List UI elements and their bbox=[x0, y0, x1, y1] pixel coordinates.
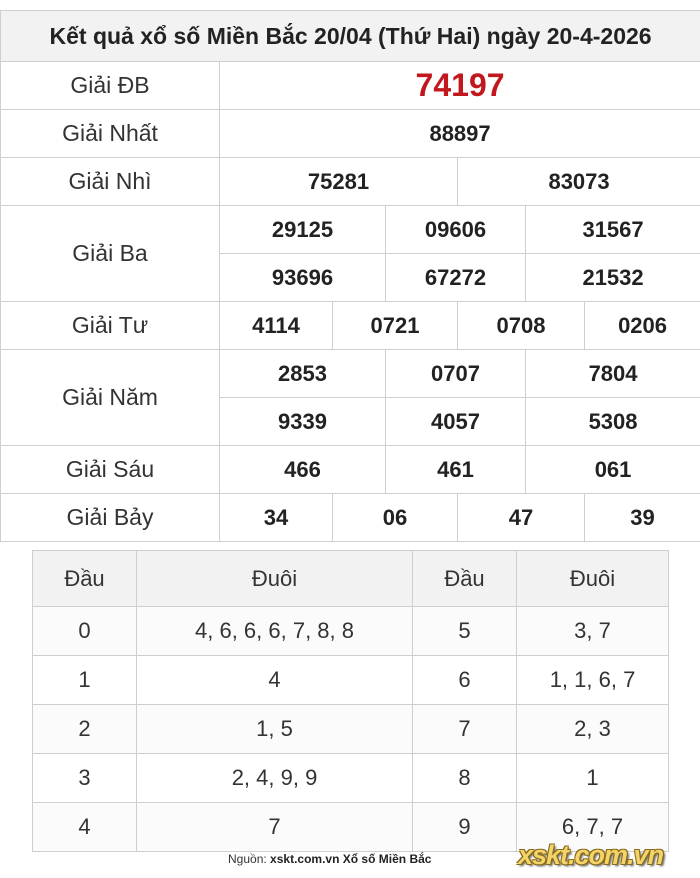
loto-dau: 7 bbox=[413, 705, 517, 754]
prize-value: 7804 bbox=[526, 350, 700, 398]
prize-value: 0707 bbox=[386, 350, 526, 398]
loto-duoi: 4, 6, 6, 6, 7, 8, 8 bbox=[137, 607, 413, 656]
loto-dau: 2 bbox=[33, 705, 137, 754]
prize-value: 83073 bbox=[458, 158, 700, 206]
prize-value: 2853 bbox=[220, 350, 386, 398]
prize-value: 4114 bbox=[220, 302, 333, 350]
loto-dau: 4 bbox=[33, 803, 137, 852]
prize-value: 34 bbox=[220, 494, 333, 542]
prize-value: 466 bbox=[220, 446, 386, 494]
prize-row-nhat bbox=[1, 110, 700, 158]
prize-value-db: 74197 bbox=[220, 62, 700, 110]
prize-value: 0708 bbox=[458, 302, 585, 350]
loto-duoi: 3, 7 bbox=[517, 607, 669, 656]
source-site-link[interactable]: xskt.com.vn bbox=[270, 852, 340, 866]
prize-value: 21532 bbox=[526, 254, 700, 302]
prize-value: 4057 bbox=[386, 398, 526, 446]
loto-duoi: 1, 5 bbox=[137, 705, 413, 754]
prize-row-nam bbox=[1, 350, 700, 398]
loto-duoi: 6, 7, 7 bbox=[517, 803, 669, 852]
prize-value: 0206 bbox=[585, 302, 700, 350]
prize-value: 47 bbox=[458, 494, 585, 542]
prize-label: Giải Năm bbox=[1, 350, 220, 446]
prize-value: 67272 bbox=[386, 254, 526, 302]
table-row bbox=[33, 607, 669, 656]
prize-value: 06 bbox=[333, 494, 458, 542]
loto-header-dau: Đầu bbox=[33, 551, 137, 607]
prize-value: 39 bbox=[585, 494, 700, 542]
table-row bbox=[33, 754, 669, 803]
prize-value: 461 bbox=[386, 446, 526, 494]
loto-header-duoi: Đuôi bbox=[137, 551, 413, 607]
prize-row-bay bbox=[1, 494, 700, 542]
prize-value: 31567 bbox=[526, 206, 700, 254]
results-table bbox=[0, 10, 700, 542]
table-row bbox=[33, 656, 669, 705]
table-row bbox=[33, 705, 669, 754]
prize-label: Giải Nhất bbox=[1, 110, 220, 158]
loto-duoi: 4 bbox=[137, 656, 413, 705]
loto-header-dau: Đầu bbox=[413, 551, 517, 607]
loto-duoi: 1 bbox=[517, 754, 669, 803]
site-logo: xskt.com.vn bbox=[518, 840, 664, 870]
loto-dau: 1 bbox=[33, 656, 137, 705]
source-prefix: Nguồn: bbox=[228, 852, 267, 866]
loto-duoi: 1, 1, 6, 7 bbox=[517, 656, 669, 705]
prize-label: Giải Nhì bbox=[1, 158, 220, 206]
prize-value: 88897 bbox=[220, 110, 700, 158]
prize-row-ba bbox=[1, 206, 700, 254]
loto-dau: 9 bbox=[413, 803, 517, 852]
prize-label: Giải Sáu bbox=[1, 446, 220, 494]
prize-label: Giải Ba bbox=[1, 206, 220, 302]
loto-duoi: 7 bbox=[137, 803, 413, 852]
page-title: Kết quả xổ số Miền Bắc 20/04 (Thứ Hai) ngày 20-4-2026 bbox=[1, 11, 700, 62]
prize-value: 061 bbox=[526, 446, 700, 494]
loto-dau: 8 bbox=[413, 754, 517, 803]
prize-label: Giải Bảy bbox=[1, 494, 220, 542]
prize-value: 75281 bbox=[220, 158, 458, 206]
prize-row-sau bbox=[1, 446, 700, 494]
prize-label: Giải ĐB bbox=[1, 62, 220, 110]
prize-row-nhi bbox=[1, 158, 700, 206]
loto-header-duoi: Đuôi bbox=[517, 551, 669, 607]
source-name: Xổ số Miền Bắc bbox=[342, 852, 432, 866]
prize-row-tu bbox=[1, 302, 700, 350]
loto-duoi: 2, 4, 9, 9 bbox=[137, 754, 413, 803]
loto-table bbox=[32, 550, 669, 852]
prize-value: 0721 bbox=[333, 302, 458, 350]
loto-dau: 0 bbox=[33, 607, 137, 656]
loto-dau: 5 bbox=[413, 607, 517, 656]
prize-value: 5308 bbox=[526, 398, 700, 446]
loto-dau: 3 bbox=[33, 754, 137, 803]
prize-value: 09606 bbox=[386, 206, 526, 254]
prize-row-db bbox=[1, 62, 700, 110]
loto-dau: 6 bbox=[413, 656, 517, 705]
prize-value: 93696 bbox=[220, 254, 386, 302]
loto-duoi: 2, 3 bbox=[517, 705, 669, 754]
prize-label: Giải Tư bbox=[1, 302, 220, 350]
source-credit bbox=[228, 852, 431, 866]
prize-value: 29125 bbox=[220, 206, 386, 254]
prize-value: 9339 bbox=[220, 398, 386, 446]
